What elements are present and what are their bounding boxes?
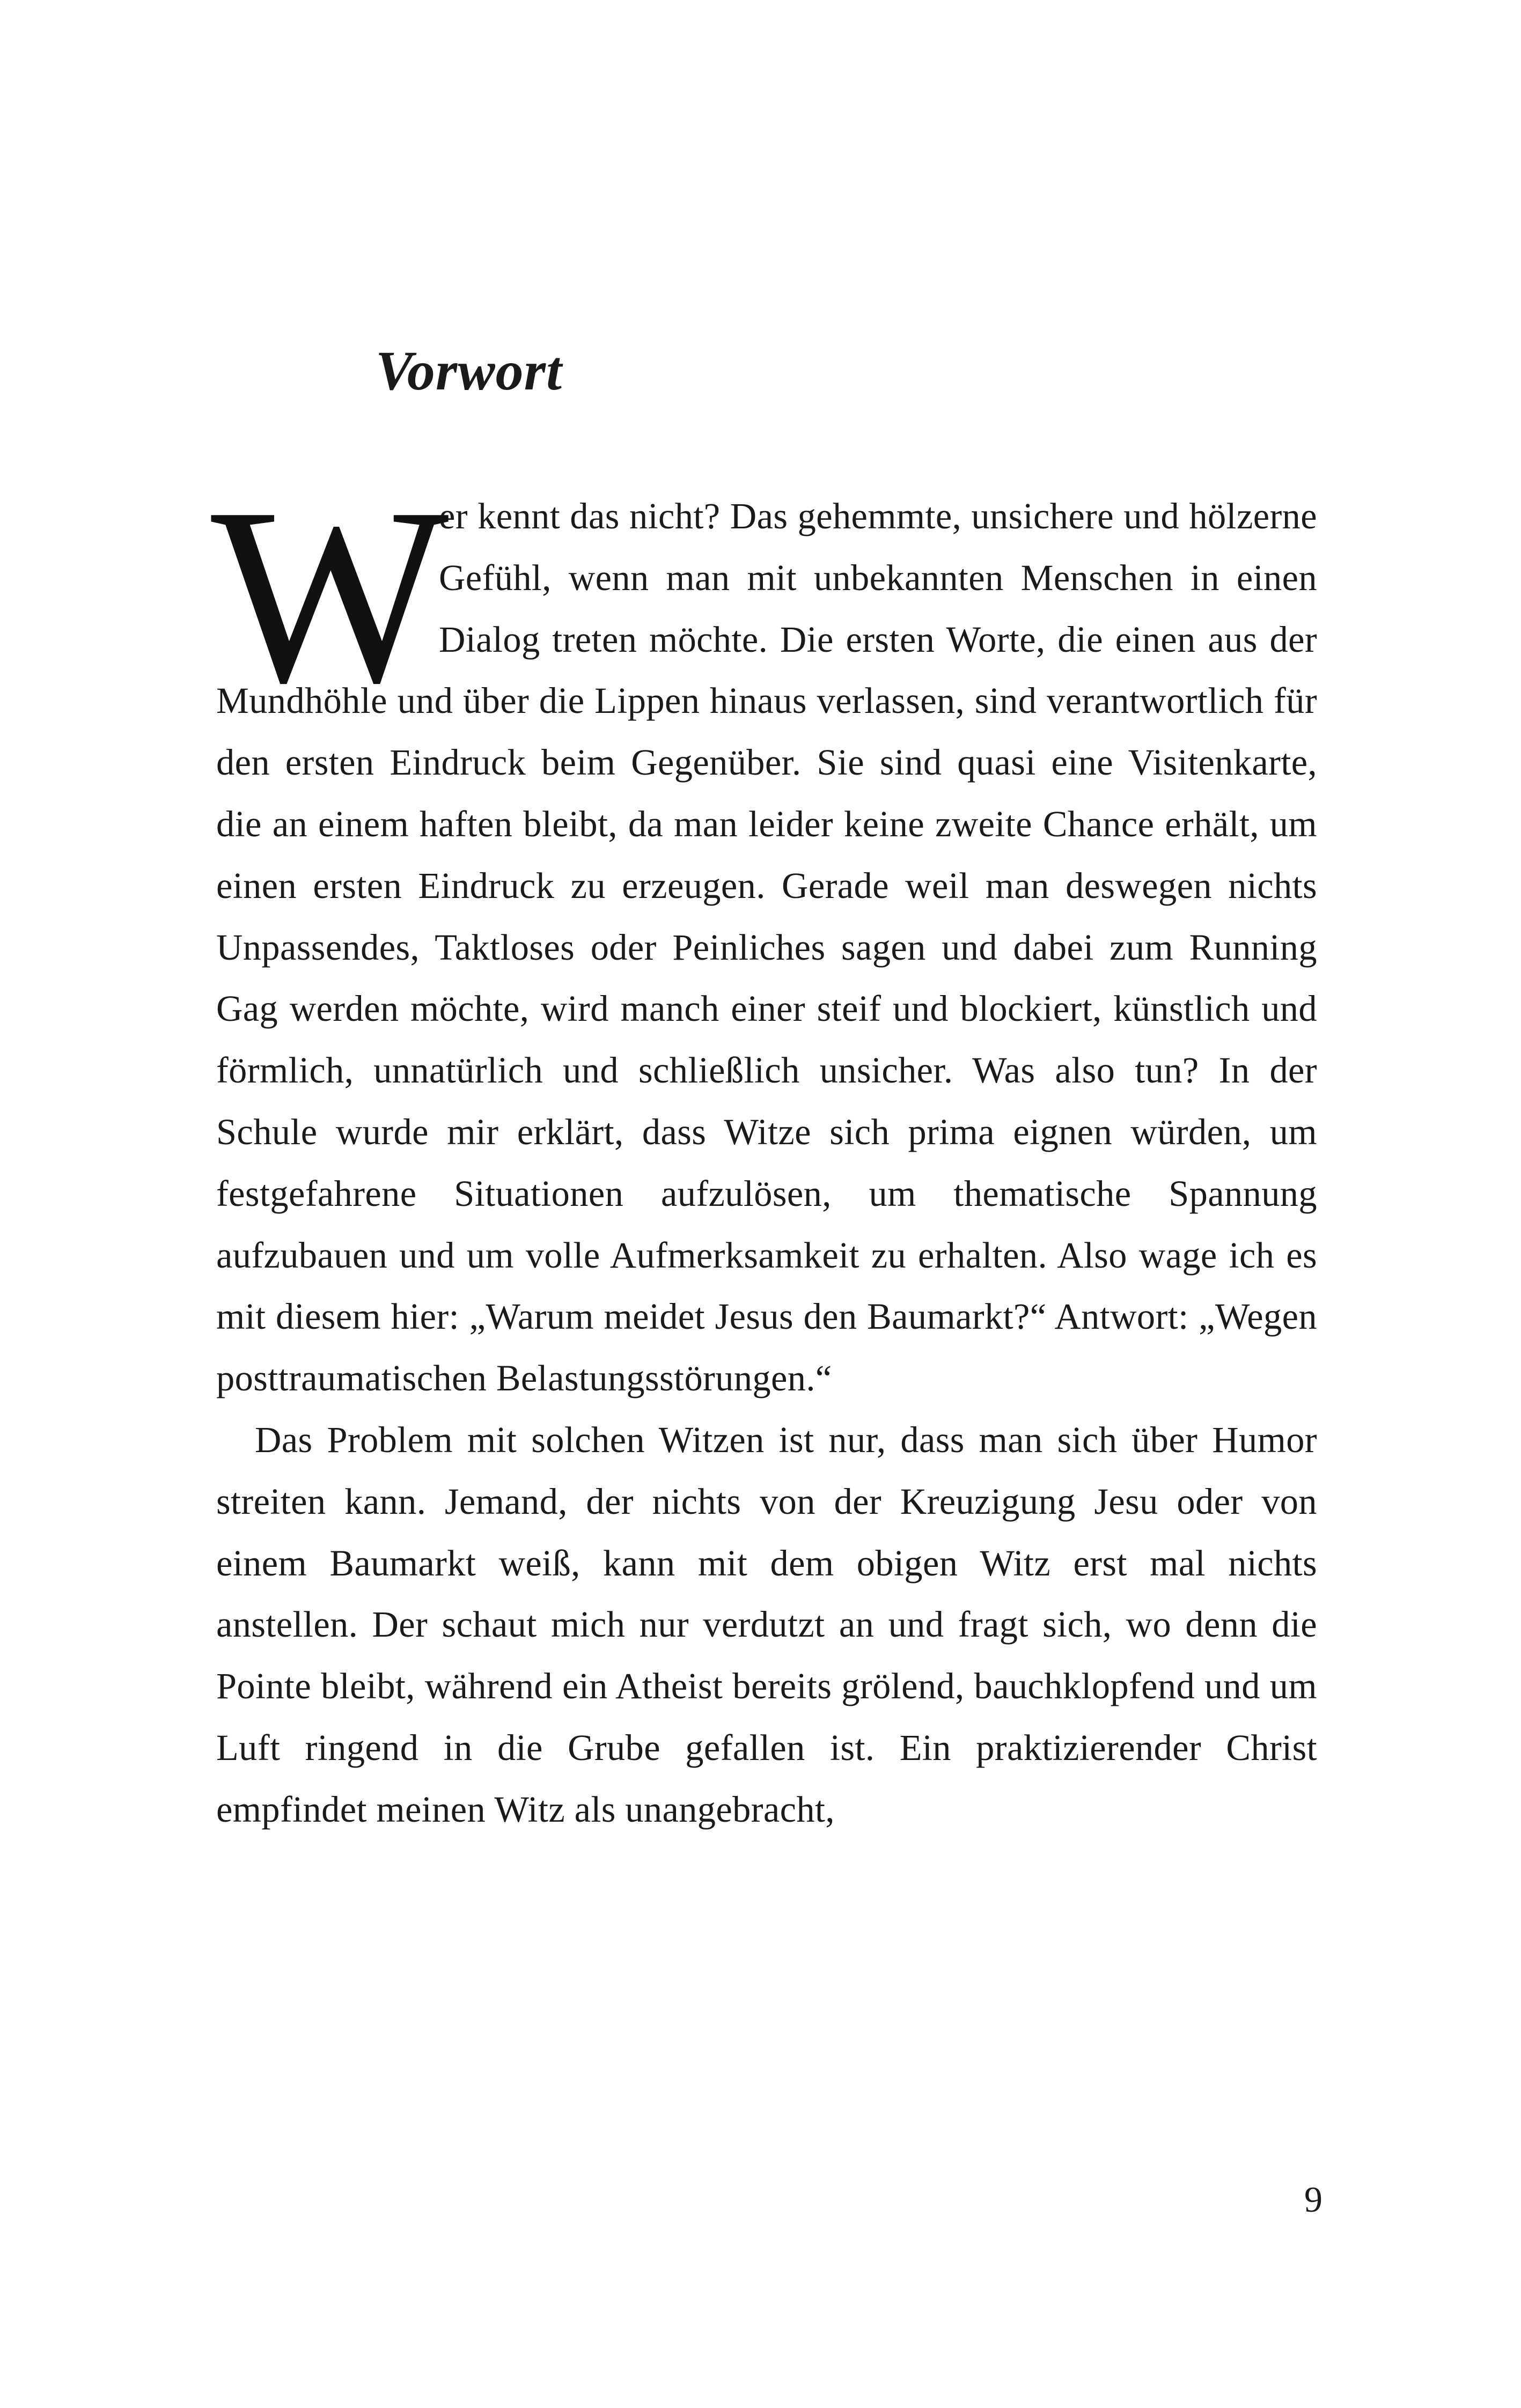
paragraph-text: er kennt das nicht? Das gehemmte, unsichere und hölzerne Gefühl, wenn man mit unbekannten Menschen in einen Dialog treten möchte. Die ersten Worte, die einen aus der Mundhöhle und über die Lippen hinaus verlassen, sind verantwortlich für den ersten Eindruck beim Gegenüber. Sie sind quasi eine Visitenkarte, die an einem haften bleibt, da man leider keine zweite Chance erhält, um einen ersten Eindruck zu erzeugen. Gerade weil man deswegen nichts Unpassendes, Taktloses oder Peinliches sagen und dabei zum Running Gag werden möchte, wird manch einer steif und blockiert, künstlich und förmlich, unnatürlich und schließlich unsicher. Was also tun? In der Schule wurde mir erklärt, dass Witze sich prima eignen würden, um festgefahrene Situationen aufzulösen, um thematische Spannung aufzubauen und um volle Aufmerksamkeit zu erhalten. Also wage ich es mit diesem hier: „Warum meidet Jesus den Baumarkt?“ Antwort: „Wegen posttraumatischen Belastungsstörungen.“ [216,496,1317,1399]
paragraph: Das Problem mit solchen Witzen ist nur, dass man sich über Humor streiten kann. Jemand, der nichts von der Kreuzigung Jesu oder von einem Baumarkt weiß, kann mit dem obigen Witz erst mal nichts anstellen. Der schaut mich nur verdutzt an und fragt sich, wo denn die Pointe bleibt, während ein Atheist bereits grölend, bauchklopfend und um Luft ringend in die Grube gefallen ist. Ein praktizierender Christ empfindet meinen Witz als unangebracht, [216,1419,1317,1830]
drop-cap: W [211,455,450,735]
paragraph [211,455,1317,1409]
drop-cap-box [211,455,450,735]
chapter-title: Vorwort [376,340,563,402]
page-number: 9 [1304,2179,1322,2220]
body-text [211,455,1317,1840]
